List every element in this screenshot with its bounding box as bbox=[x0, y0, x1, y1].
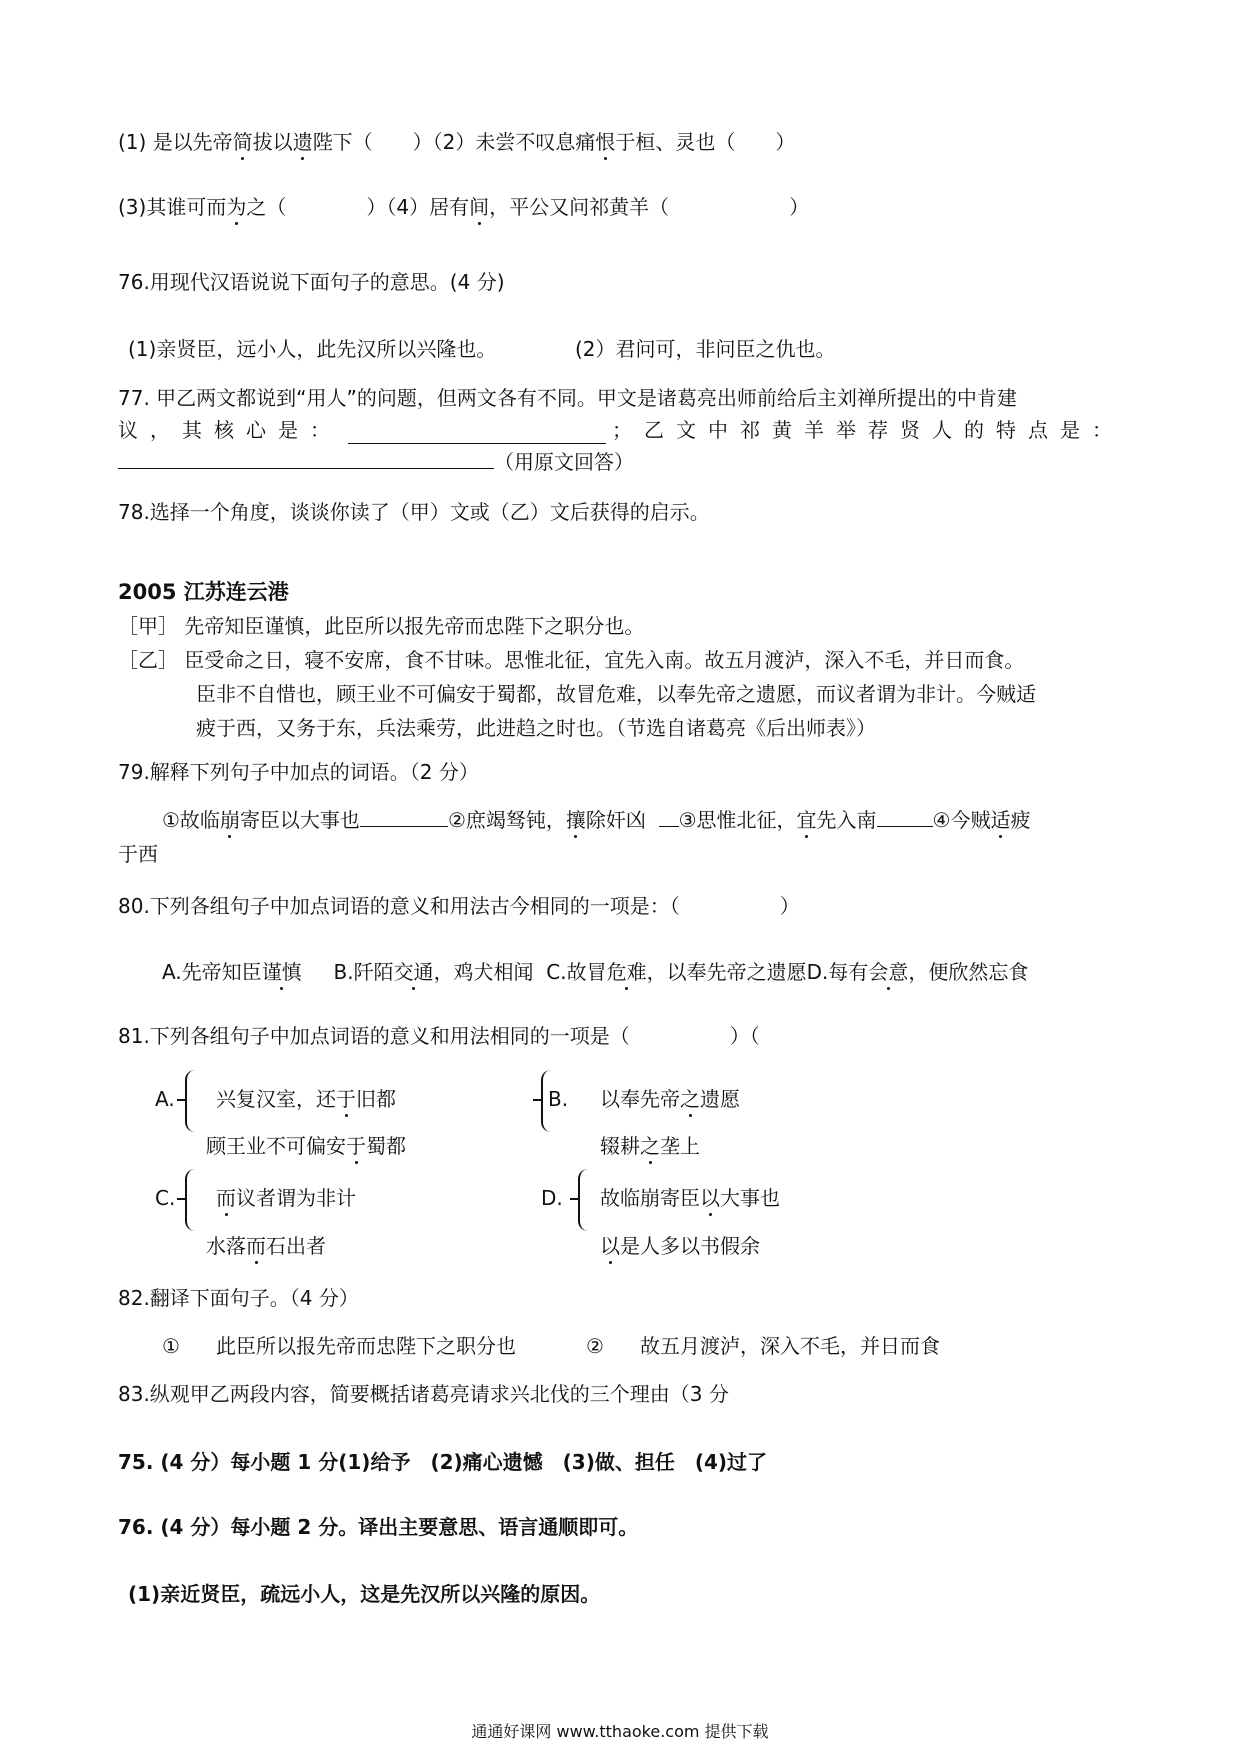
q75-line-1: (1) 是以先帝简拔以遗陛下（ ）（2）未尝不叹息痛恨于桓、灵也（ ） bbox=[118, 130, 796, 154]
passage-yi-line-1: ［乙］ 臣受命之日，寝不安席，食不甘味。思惟北征，宜先入南。故五月渡泸，深入不毛，并日而食。 bbox=[118, 648, 1025, 672]
passage-jia: ［甲］ 先帝知臣谨慎，此臣所以报先帝而忠陛下之职分也。 bbox=[118, 614, 645, 638]
q82-num-1: ① bbox=[162, 1334, 180, 1358]
q78-title: 78.选择一个角度，谈谈你读了（甲）文或（乙）文后获得的启示。 bbox=[118, 500, 710, 524]
passage-yi-line-2: 臣非不自惜也，顾王业不可偏安于蜀都，故冒危难，以奉先帝之遗愿，而议者谓为非计。今贼适 bbox=[196, 682, 1036, 706]
emphasis-char: 而 bbox=[246, 1234, 266, 1258]
q81-label-b[interactable]: B. bbox=[548, 1087, 569, 1111]
emphasis-char: 遗 bbox=[292, 130, 313, 154]
q80-option-a[interactable]: A.先帝知臣谨慎 bbox=[162, 960, 302, 984]
answer-blank[interactable] bbox=[118, 448, 494, 469]
emphasis-char: 于 bbox=[336, 1087, 356, 1111]
q80-option-d[interactable]: D.每有会意，便欣然忘食 bbox=[806, 960, 1029, 984]
answer-blank[interactable] bbox=[360, 806, 448, 827]
emphasis-char: 于 bbox=[346, 1134, 366, 1158]
emphasis-char: 会意 bbox=[868, 960, 909, 984]
emphasis-char: 危难 bbox=[606, 960, 647, 984]
q79-title: 79.解释下列句子中加点的词语。（2 分） bbox=[118, 760, 479, 784]
q77-core-label: 议，其核心是： bbox=[118, 418, 342, 442]
brace-d bbox=[578, 1169, 588, 1231]
q80-title: 80.下列各组句子中加点词语的意义和用法古今相同的一项是：（ ） bbox=[118, 894, 800, 918]
q81-b-line-2: 辍耕之垄上 bbox=[600, 1134, 700, 1158]
answer-blank[interactable] bbox=[348, 423, 606, 444]
q79-items-cont: 于西 bbox=[118, 842, 158, 866]
q81-d-line-2: 以是人多以书假余 bbox=[600, 1234, 760, 1258]
emphasis-char: 崩 bbox=[219, 808, 240, 832]
q81-a-line-1: 兴复汉室，还于旧都 bbox=[216, 1087, 396, 1111]
emphasis-char: 为 bbox=[226, 195, 247, 219]
emphasis-char: 而 bbox=[216, 1186, 236, 1210]
emphasis-char: 以 bbox=[600, 1234, 620, 1258]
q81-title: 81.下列各组句子中加点词语的意义和用法相同的一项是（ ）（ bbox=[118, 1024, 760, 1048]
q77-line-2 bbox=[118, 416, 1124, 444]
brace-a bbox=[185, 1070, 195, 1132]
q82-sentence-1: 此臣所以报先帝而忠陛下之职分也 bbox=[216, 1334, 516, 1358]
q81-c-line-2: 水落而石出者 bbox=[206, 1234, 326, 1258]
q82-sentence-2: 故五月渡泸，深入不毛，并日而食 bbox=[640, 1334, 940, 1358]
emphasis-char: 交通 bbox=[393, 960, 434, 984]
answer-76-1: (1)亲近贤臣，疏远小人，这是先汉所以兴隆的原因。 bbox=[128, 1582, 601, 1606]
q77-feature-label: ；乙文中祁黄羊举荐贤人的特点是： bbox=[612, 418, 1124, 442]
q82-num-2: ② bbox=[586, 1334, 604, 1358]
q81-label-a[interactable]: A. bbox=[155, 1087, 175, 1111]
emphasis-char: 以 bbox=[700, 1186, 720, 1210]
passage-yi-line-3: 疲于西，又务于东，兵法乘劳，此进趋之时也。（节选自诸葛亮《后出师表》） bbox=[196, 716, 876, 740]
q81-b-line-1: 以奉先帝之遗愿 bbox=[600, 1087, 740, 1111]
q81-d-line-1: 故临崩寄臣以大事也 bbox=[600, 1186, 780, 1210]
q80-options bbox=[162, 958, 1028, 986]
q75-line-2: (3)其谁可而为之（ ）（4）居有间，平公又问祁黄羊（ ） bbox=[118, 195, 810, 219]
emphasis-char: 宜 bbox=[796, 808, 817, 832]
q81-c-line-1: 而议者谓为非计 bbox=[216, 1186, 356, 1210]
q76-sentence-2: (2）君问可，非问臣之仇也。 bbox=[575, 337, 836, 361]
q82-title: 82.翻译下面句子。（4 分） bbox=[118, 1286, 359, 1310]
emphasis-char: 恨 bbox=[595, 130, 616, 154]
q80-option-c[interactable]: C.故冒危难，以奉先帝之遗愿 bbox=[546, 960, 807, 984]
q76-title: 76.用现代汉语说说下面句子的意思。(4 分) bbox=[118, 270, 505, 294]
answer-75: 75. (4 分）每小题 1 分(1)给予 (2)痛心遗憾 (3)做、担任 (4)过了 bbox=[118, 1450, 768, 1474]
emphasis-char: 谨慎 bbox=[261, 960, 302, 984]
q77-line-3: （用原文回答） bbox=[118, 448, 634, 476]
q83-title: 83.纵观甲乙两段内容，简要概括诸葛亮请求兴北伐的三个理由（3 分 bbox=[118, 1382, 729, 1406]
q77-line-1: 77. 甲乙两文都说到“用人”的问题，但两文各有不同。甲文是诸葛亮出师前给后主刘禅所提出的中肯建 bbox=[118, 386, 1017, 410]
q76-sentence-1: (1)亲贤臣，远小人，此先汉所以兴隆也。 bbox=[128, 337, 497, 361]
brace-c bbox=[185, 1169, 195, 1231]
emphasis-char: 适 bbox=[990, 808, 1011, 832]
answer-blank[interactable] bbox=[877, 806, 933, 827]
footer-text: 通通好课网 www.tthaoke.com 提供下载 bbox=[471, 1722, 769, 1741]
section-heading: 2005 江苏连云港 bbox=[118, 580, 289, 604]
q81-label-c[interactable]: C. bbox=[155, 1186, 176, 1210]
q81-label-d[interactable]: D. bbox=[541, 1186, 563, 1210]
emphasis-char: 间 bbox=[469, 195, 490, 219]
emphasis-char: 之 bbox=[640, 1134, 660, 1158]
emphasis-char: 简 bbox=[232, 130, 253, 154]
q79-items: ①故临崩寄臣以大事也 ②庶竭驽钝，攘除奸凶 ③思惟北征，宜先入南 ④今贼适疲 bbox=[162, 808, 1031, 832]
answer-76: 76. (4 分）每小题 2 分。译出主要意思、语言通顺即可。 bbox=[118, 1515, 639, 1539]
answer-blank[interactable] bbox=[659, 806, 679, 827]
emphasis-char: 攘 bbox=[565, 808, 586, 832]
q80-option-b[interactable]: B.阡陌交通，鸡犬相闻 bbox=[333, 960, 534, 984]
emphasis-char: 之 bbox=[680, 1087, 700, 1111]
q81-a-line-2: 顾王业不可偏安于蜀都 bbox=[206, 1134, 406, 1158]
